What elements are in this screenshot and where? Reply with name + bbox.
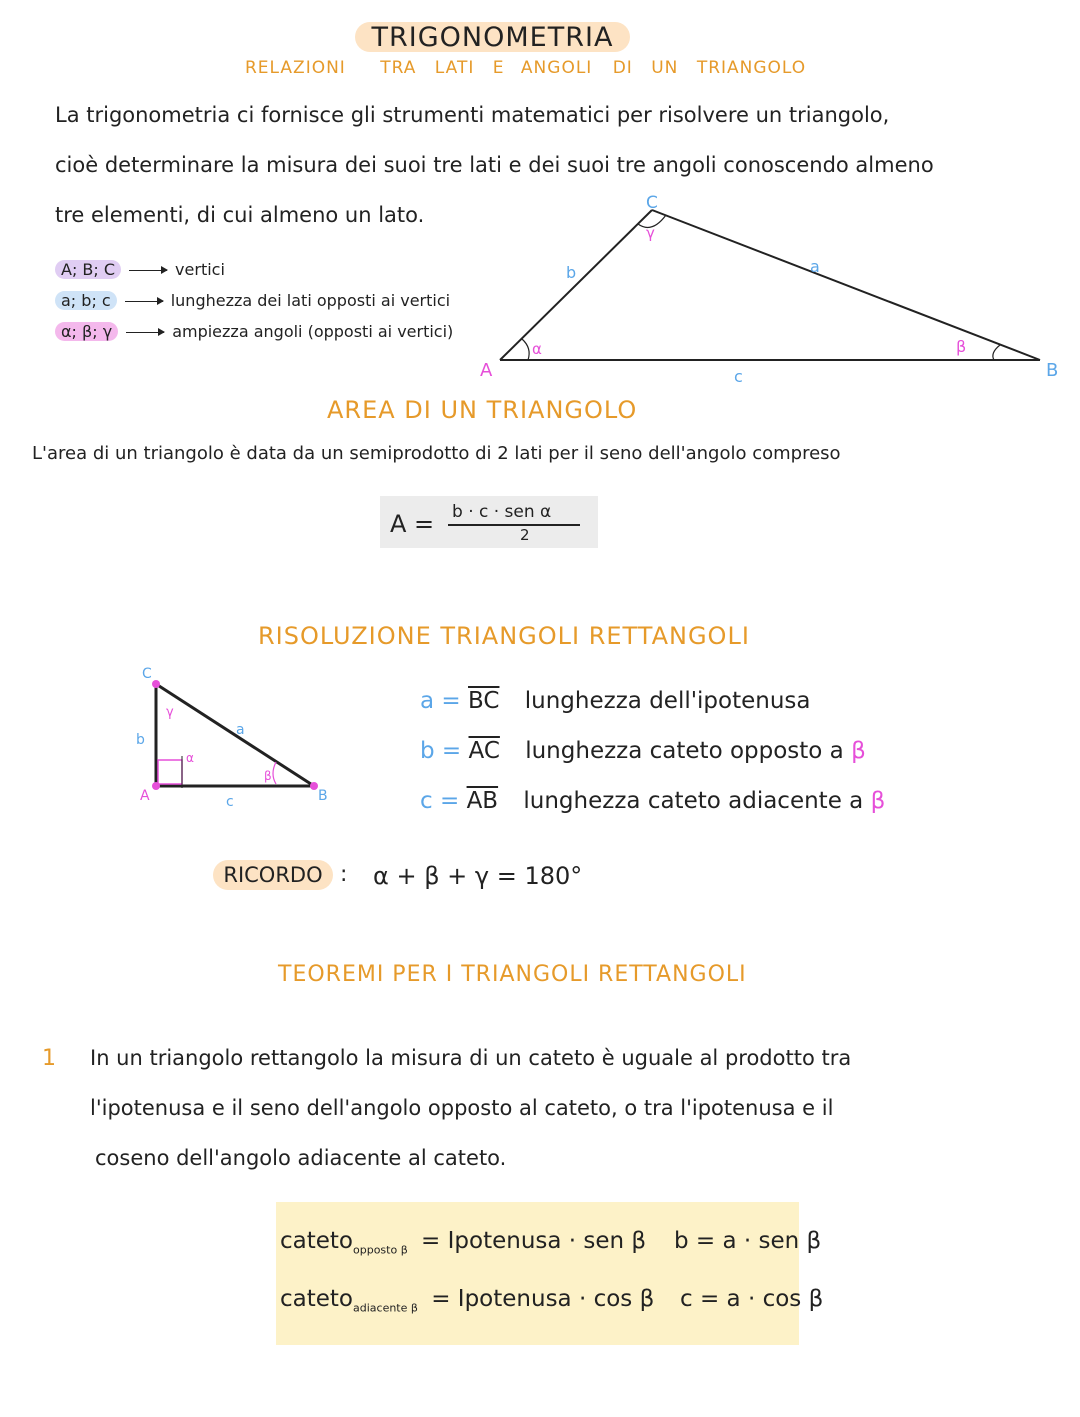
subtitle-word: DI — [612, 58, 633, 78]
definition-segment: $\overline{AC}$ — [468, 738, 500, 764]
vertex-label-c: C — [142, 666, 152, 682]
formula-subscript: adiacente β — [353, 1301, 418, 1315]
theorem-line: coseno dell'angolo adiacente al cateto. — [95, 1146, 507, 1170]
side-label-b: b — [136, 732, 145, 748]
definition-beta: β — [851, 738, 866, 764]
angle-label-gamma: γ — [646, 224, 655, 242]
right-triangle-diagram — [130, 664, 340, 814]
definition-eq: = — [441, 688, 461, 714]
theorems-heading: TEOREMI PER I TRIANGOLI RETTANGOLI — [278, 962, 747, 987]
definition-text: lunghezza dell'ipotenusa — [524, 688, 811, 714]
formula-short: b = a · sen β — [674, 1228, 822, 1254]
formula-term: cateto — [280, 1286, 353, 1312]
vertex-label-c: C — [646, 193, 658, 213]
legend-description: ampiezza angoli (opposti ai vertici) — [172, 322, 454, 341]
page-title: TRIGONOMETRIA — [355, 22, 630, 52]
right-angle-marker — [158, 760, 182, 784]
arrow-icon — [129, 270, 167, 271]
right-triangles-heading: RISOLUZIONE TRIANGOLI RETTANGOLI — [258, 622, 750, 650]
definition-row — [420, 688, 811, 714]
reminder-formula: α + β + γ = 180° — [373, 862, 583, 890]
triangle-side-b — [500, 210, 652, 360]
legend-description: vertici — [175, 260, 225, 279]
definition-segment: $\overline{BC}$ — [468, 688, 500, 714]
angle-label-beta: β — [264, 769, 272, 783]
reminder-label: RICORDO — [213, 860, 333, 890]
area-formula-lhs: A = — [390, 510, 435, 538]
angle-label-alpha: α — [186, 751, 194, 765]
formula-term: cateto — [280, 1228, 353, 1254]
legend-description: lunghezza dei lati opposti ai vertici — [170, 291, 451, 310]
vertex-label-a: A — [140, 788, 150, 804]
side-label-a: a — [236, 722, 245, 738]
theorem-formulas-box — [276, 1202, 799, 1345]
angle-beta-arc — [993, 345, 1000, 360]
page-subtitle — [245, 58, 834, 78]
definition-row — [420, 738, 866, 764]
vertex-dot-b — [310, 782, 318, 790]
legend-row-vertices — [55, 260, 225, 279]
legend-symbols: A; B; C — [55, 260, 121, 279]
intro-line: tre elementi, di cui almeno un lato. — [55, 203, 425, 227]
subtitle-word: E — [492, 58, 505, 78]
vertex-dot-c — [152, 680, 160, 688]
area-heading: AREA DI UN TRIANGOLO — [327, 396, 638, 424]
formula-rhs: = Ipotenusa · cos β — [431, 1286, 655, 1312]
formula-row-opposite — [280, 1228, 646, 1257]
general-triangle-diagram — [460, 188, 1080, 388]
arrow-icon — [126, 332, 164, 333]
formula-short: c = a · cos β — [680, 1286, 824, 1312]
formula-rhs: = Ipotenusa · sen β — [421, 1228, 647, 1254]
area-description: L'area di un triangolo è data da un semiprodotto di 2 lati per il seno dell'angolo compreso — [32, 443, 841, 464]
definition-segment: $\overline{AB}$ — [466, 788, 499, 814]
subtitle-word: TRA — [380, 58, 417, 78]
subtitle-word: ANGOLI — [520, 58, 593, 78]
subtitle-word: UN — [651, 58, 679, 78]
definition-var: a — [420, 688, 435, 714]
definition-eq: = — [441, 738, 462, 764]
subtitle-word: LATI — [434, 58, 475, 78]
angle-label-gamma: γ — [166, 705, 174, 720]
area-formula-denominator: 2 — [520, 526, 530, 544]
vertex-dot-a — [152, 782, 160, 790]
reminder-colon: : — [340, 862, 348, 887]
intro-line: cioè determinare la misura dei suoi tre lati e dei suoi tre angoli conoscendo almeno — [55, 153, 934, 177]
formula-row-adjacent — [280, 1286, 654, 1315]
legend-row-angles — [55, 322, 453, 341]
angle-alpha-arc — [522, 339, 529, 360]
definition-row — [420, 788, 885, 814]
side-label-b: b — [566, 263, 577, 282]
vertex-label-b: B — [1046, 360, 1059, 381]
side-label-c: c — [734, 367, 743, 386]
legend-symbols: a; b; c — [55, 291, 117, 310]
legend-row-sides — [55, 291, 450, 310]
right-triangle-side-a — [156, 684, 314, 786]
area-formula-numerator: b · c · sen α — [452, 502, 552, 522]
angle-label-beta: β — [956, 337, 967, 356]
definition-var: c — [420, 788, 433, 814]
legend-symbols: α; β; γ — [55, 322, 118, 341]
theorem-line: In un triangolo rettangolo la misura di un cateto è uguale al prodotto tra — [90, 1046, 852, 1070]
triangle-side-a — [652, 210, 1040, 360]
theorem-line: l'ipotenusa e il seno dell'angolo opposto al cateto, o tra l'ipotenusa e il — [90, 1096, 834, 1120]
theorem-number: 1 — [42, 1046, 56, 1071]
arrow-icon — [125, 301, 163, 302]
formula-subscript: opposto β — [353, 1243, 408, 1257]
definition-eq: = — [439, 788, 460, 814]
vertex-label-b: B — [318, 788, 328, 804]
definition-var: b — [420, 738, 435, 764]
subtitle-word: RELAZIONI — [245, 58, 346, 78]
angle-label-alpha: α — [532, 340, 542, 358]
subtitle-word: TRIANGOLO — [696, 58, 807, 78]
side-label-a: a — [810, 257, 820, 276]
definition-text: lunghezza cateto adiacente a — [523, 788, 864, 814]
angle-beta-arc — [273, 762, 276, 784]
definition-text: lunghezza cateto opposto a — [525, 738, 844, 764]
vertex-label-a: A — [480, 360, 493, 381]
intro-line: La trigonometria ci fornisce gli strumenti matematici per risolvere un triangolo, — [55, 103, 890, 127]
fraction-bar — [448, 524, 580, 526]
definition-beta: β — [870, 788, 886, 814]
side-label-c: c — [226, 794, 234, 810]
